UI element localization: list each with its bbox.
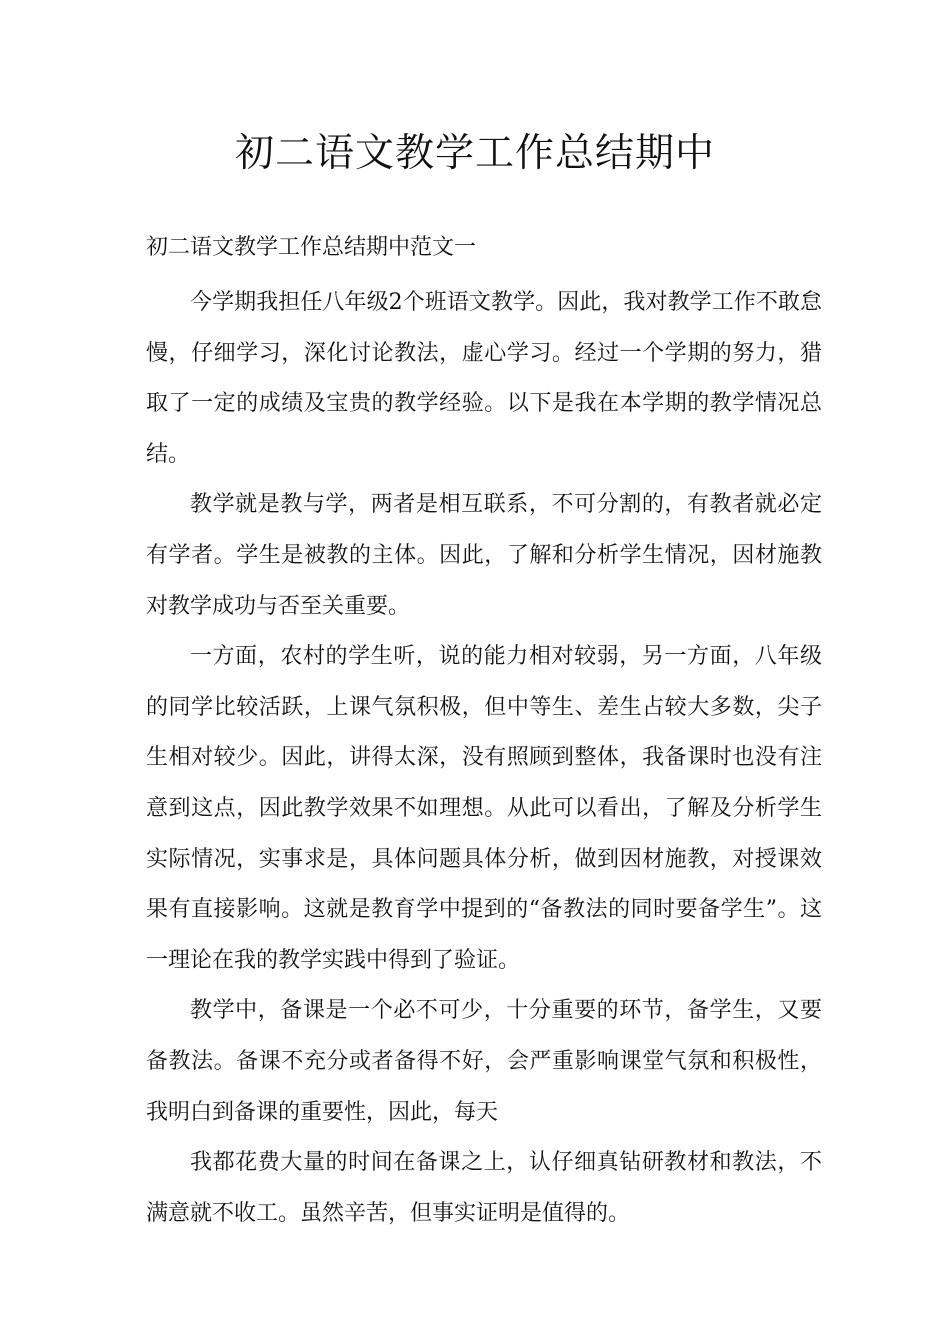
paragraph-3: 一方面，农村的学生听，说的能力相对较弱，另一方面，八年级的同学比较活跃，上课气氛积极，但中等生、差生占较大多数，尖子生相对较少。因此，讲得太深，没有照顾到整体，我备课时也没有注意到这点，因此教学效果不如理想。从此可以看出，了解及分析学生实际情况，实事求是，具体问题具体分析，做到因材施教，对授课效果有直接影响。这就是教育学中提到的“备教法的同时要备学生”。这一理论在我的教学实践中得到了验证。: [146, 644, 822, 973]
paragraph-4: 教学中，备课是一个必不可少，十分重要的环节，备学生，又要备教法。备课不充分或者备得不好，会严重影响课堂气氛和积极性，我明白到备课的重要性，因此，每天: [146, 998, 822, 1125]
document-body: [146, 228, 822, 1239]
document-subtitle: 初二语文教学工作总结期中范文一: [146, 235, 477, 260]
document-title: 初二语文教学工作总结期中: [234, 131, 715, 176]
paragraph-5: 我都花费大量的时间在备课之上，认仔细真钻研教材和教法，不满意就不收工。虽然辛苦，但事实证明是值得的。: [146, 1150, 822, 1226]
paragraph-2: 教学就是教与学，两者是相互联系，不可分割的，有教者就必定有学者。学生是被教的主体。因此，了解和分析学生情况，因材施教对教学成功与否至关重要。: [146, 492, 822, 619]
paragraph-1: 今学期我担任八年级2个班语文教学。因此，我对教学工作不敢怠慢，仔细学习，深化讨论教法，虚心学习。经过一个学期的努力，猎取了一定的成绩及宝贵的教学经验。以下是我在本学期的教学情况总结。: [146, 290, 822, 467]
